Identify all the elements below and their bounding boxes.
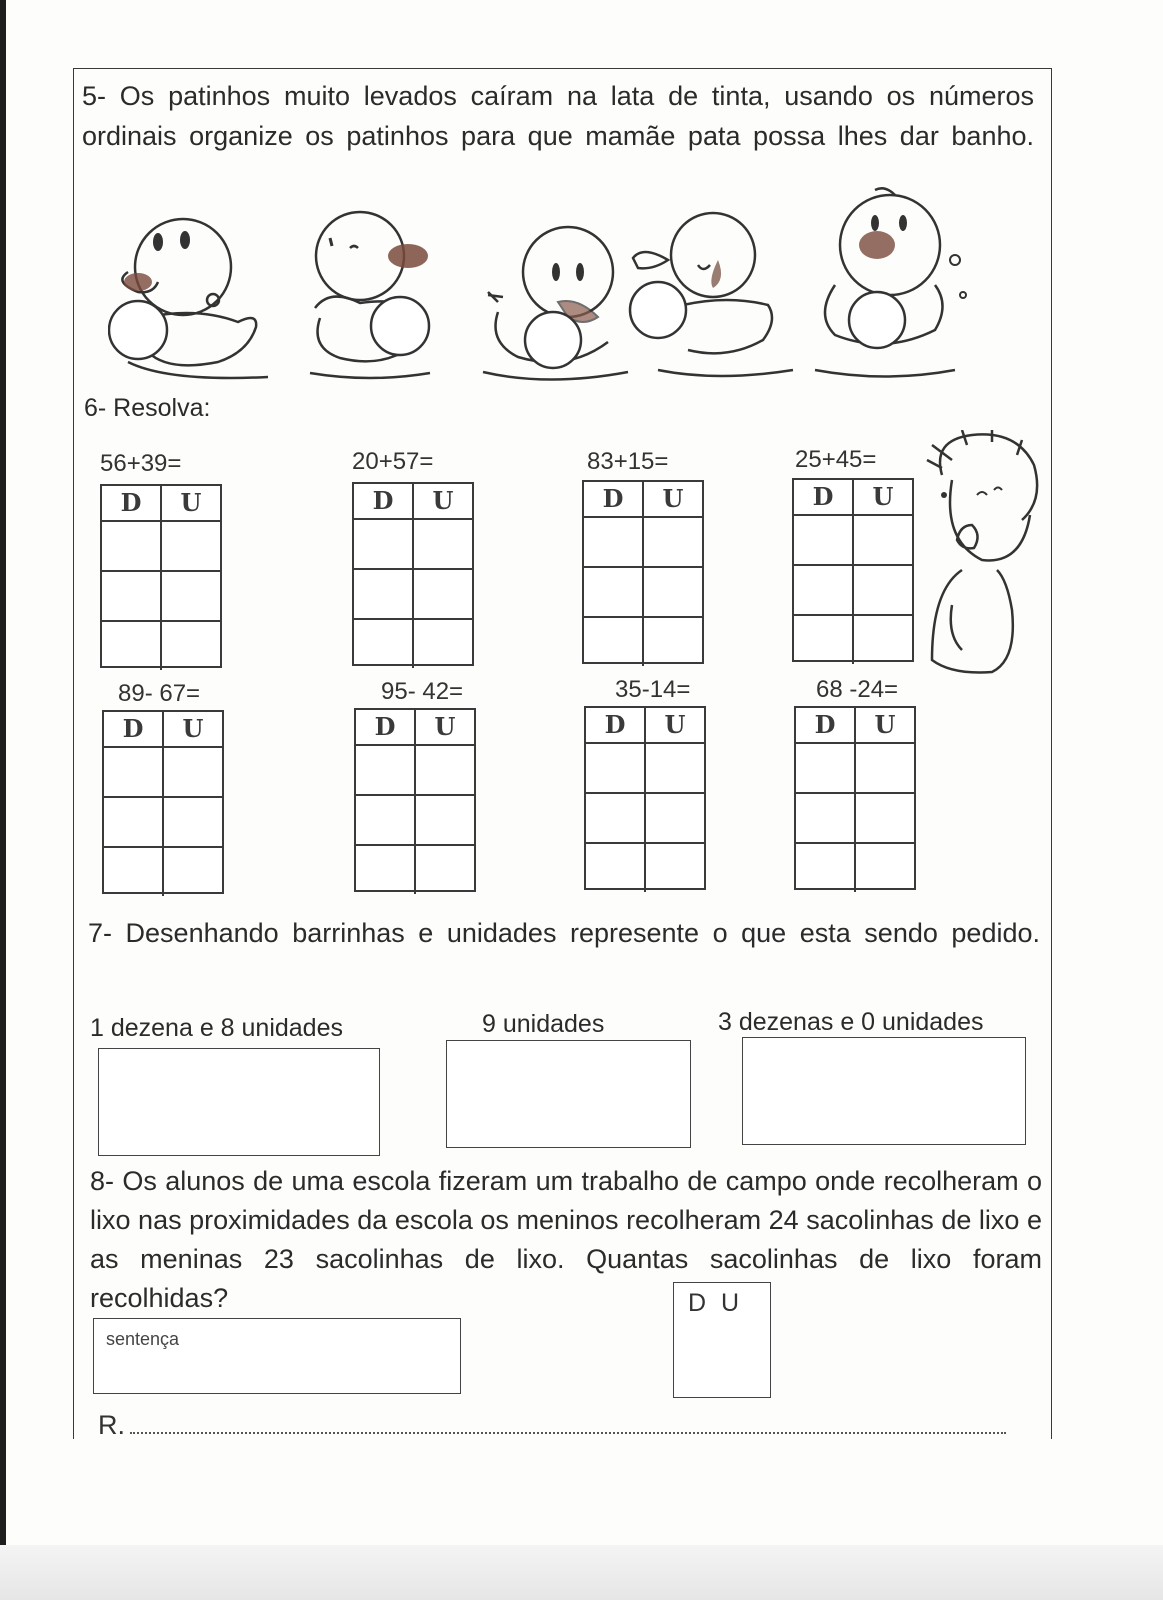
u-header: U [432, 486, 454, 515]
du-table-4[interactable] [792, 478, 914, 662]
d-header: D [356, 710, 416, 744]
child-illustration [922, 430, 1047, 680]
duck-illustration-3 [478, 222, 638, 387]
du-label: D U [688, 1289, 744, 1317]
du-table-5[interactable] [102, 710, 224, 894]
answer-line[interactable] [130, 1432, 1006, 1434]
du-table-1[interactable] [100, 484, 222, 668]
equation-68-24: 68 -24= [816, 676, 899, 703]
u-header: U [182, 714, 204, 743]
q7-text: 7- Desenhando barrinhas e unidades represente o que esta sendo pedido. [88, 918, 1040, 948]
answer-label: R. [98, 1410, 125, 1440]
q7-answer-box-2[interactable] [446, 1040, 691, 1148]
du-answer-box[interactable] [673, 1282, 771, 1398]
equation-83-15: 83+15= [587, 448, 669, 475]
d-header: D [354, 484, 414, 518]
d-header: D [102, 486, 162, 520]
q8-text: 8- Os alunos de uma escola fizeram um trabalho de campo onde recolheram o lixo nas proximidades da escola os meninos recolheram 24 sacolinhas de lixo e as meninas 23 sacolinhas de lixo. Quantas sacolinhas de lixo foram recolhidas? [90, 1166, 1042, 1313]
du-table-3[interactable] [582, 480, 704, 664]
scan-bottom [0, 1545, 1163, 1600]
duck-illustration-2 [300, 208, 450, 386]
q5-text: 5- Os patinhos muito levados caíram na lata de tinta, usando os números ordinais organize os patinhos para que mamãe pata possa lhes dar banho. [82, 81, 1034, 151]
d-header: D [584, 482, 644, 516]
q7-label-1: 1 dezena e 8 unidades [90, 1014, 343, 1042]
u-header: U [180, 488, 202, 517]
u-header: U [434, 712, 456, 741]
sentence-label: sentença [106, 1329, 180, 1349]
u-header: U [662, 484, 684, 513]
equation-89-67: 89- 67= [118, 680, 201, 707]
du-table-8[interactable] [794, 706, 916, 890]
du-table-2[interactable] [352, 482, 474, 666]
duck-illustration-4 [628, 210, 798, 385]
equation-25-45: 25+45= [795, 446, 877, 473]
equation-20-57: 20+57= [352, 448, 434, 475]
duck-illustration-1 [108, 212, 283, 387]
duck-illustration-5 [805, 185, 975, 385]
equation-95-42: 95- 42= [381, 678, 464, 705]
du-table-6[interactable] [354, 708, 476, 892]
q7-answer-box-1[interactable] [98, 1048, 380, 1156]
u-header: U [872, 482, 894, 511]
d-header: D [794, 480, 854, 514]
q7-label-2: 9 unidades [482, 1010, 605, 1038]
sentence-box[interactable] [93, 1318, 461, 1394]
du-table-7[interactable] [584, 706, 706, 890]
equation-56-39: 56+39= [100, 450, 182, 477]
q7-answer-box-3[interactable] [742, 1037, 1026, 1145]
d-header: D [796, 708, 856, 742]
d-header: D [104, 712, 164, 746]
d-header: D [586, 708, 646, 742]
u-header: U [874, 710, 896, 739]
u-header: U [664, 710, 686, 739]
q7-label-3: 3 dezenas e 0 unidades [718, 1008, 984, 1036]
scan-edge [0, 0, 6, 1600]
equation-35-14: 35-14= [615, 676, 691, 703]
q6-title: 6- Resolva: [84, 394, 211, 422]
